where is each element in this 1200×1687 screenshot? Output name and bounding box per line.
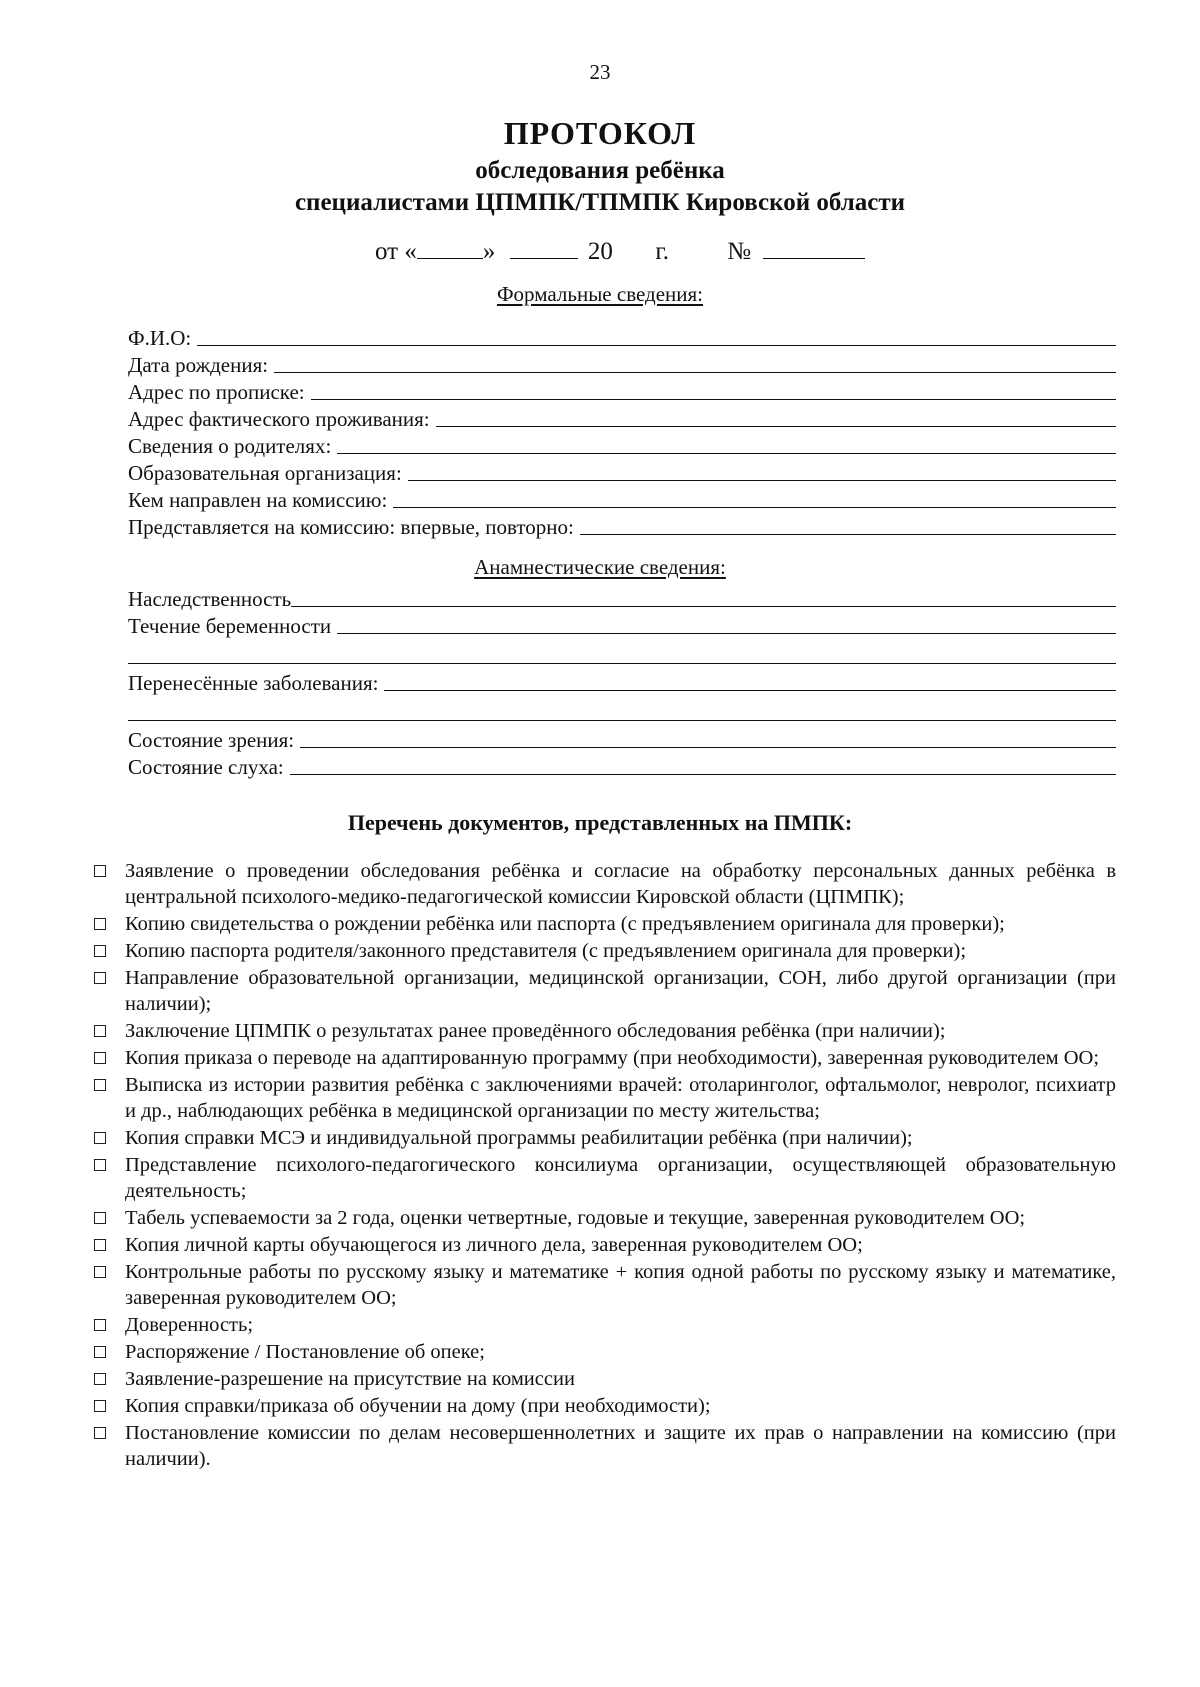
list-item: Распоряжение / Постановление об опеке;	[92, 1339, 1116, 1365]
page-number: 23	[589, 60, 611, 84]
checkbox-icon[interactable]	[94, 972, 106, 984]
pregnancy-input-line[interactable]	[337, 613, 1116, 634]
birth-date-input-line[interactable]	[274, 352, 1116, 373]
document-subtitle-line2: специалистами ЦПМПК/ТПМПК Кировской области	[294, 189, 906, 216]
list-item: Копию паспорта родителя/законного представителя (с предъявлением оригинала для проверки);	[92, 938, 1116, 964]
field-label: Состояние зрения:	[128, 728, 295, 752]
referred-by-input-line[interactable]	[393, 487, 1116, 508]
document-subtitle-line1: обследования ребёнка	[475, 157, 725, 184]
list-item: Копия справки/приказа об обучении на дому (при необходимости);	[92, 1393, 1116, 1419]
pregnancy-field	[128, 610, 1116, 638]
date-year-suffix: г.	[655, 238, 670, 265]
registration-address-input-line[interactable]	[311, 379, 1116, 400]
diseases-extra-line[interactable]	[128, 720, 1116, 721]
school-field	[128, 457, 1116, 485]
hearing-input-line[interactable]	[290, 754, 1116, 775]
heredity-field	[128, 583, 1116, 611]
field-label: Наследственность	[128, 587, 292, 611]
field-label: Представляется на комиссию: впервые, повторно:	[128, 515, 574, 539]
year-blank[interactable]	[619, 237, 649, 259]
list-item: Направление образовательной организации, медицинской организации, СОН, либо другой организации (при наличии);	[92, 965, 1116, 1017]
field-label: Образовательная организация:	[128, 461, 402, 485]
anamnesis-section-heading: Анамнестические сведения:	[474, 555, 726, 579]
checkbox-icon[interactable]	[94, 1132, 106, 1144]
heredity-input-line[interactable]	[291, 586, 1116, 607]
list-item: Контрольные работы по русскому языку и математике + копия одной работы по русскому языку и математике, заверенная руководителем ОО;	[92, 1259, 1116, 1311]
formal-section-heading: Формальные сведения:	[496, 282, 704, 306]
field-label: Адрес по прописке:	[128, 380, 305, 404]
diseases-input-line[interactable]	[384, 670, 1116, 691]
field-label: Дата рождения:	[128, 353, 269, 377]
field-label: Течение беременности	[128, 614, 332, 638]
documents-heading: Перечень документов, представленных на ПМПК:	[347, 810, 853, 835]
field-label: Ф.И.О:	[128, 326, 192, 350]
checkbox-icon[interactable]	[94, 1373, 106, 1385]
list-item: Копию свидетельства о рождении ребёнка или паспорта (с предъявлением оригинала для проверки);	[92, 911, 1116, 937]
hearing-field	[128, 751, 1116, 779]
list-item: Копия личной карты обучающегося из личного дела, заверенная руководителем ОО;	[92, 1232, 1116, 1258]
referred-by-field	[128, 484, 1116, 512]
checkbox-icon[interactable]	[94, 1266, 106, 1278]
list-item: Выписка из истории развития ребёнка с заключениями врачей: отоларинголог, офтальмолог, невролог, психиатр и др., наблюдающих ребёнка в медицинской организации по месту жительства;	[92, 1072, 1116, 1124]
list-item: Заключение ЦПМПК о результатах ранее проведённого обследования ребёнка (при наличии);	[92, 1018, 1116, 1044]
diseases-field	[128, 667, 1116, 695]
checkbox-icon[interactable]	[94, 1239, 106, 1251]
list-item: Представление психолого-педагогического консилиума организации, осуществляющей образовательную деятельность;	[92, 1152, 1116, 1204]
parents-field	[128, 430, 1116, 458]
checkbox-icon[interactable]	[94, 1079, 106, 1091]
fio-field	[128, 322, 1116, 350]
document-title: ПРОТОКОЛ	[503, 115, 697, 151]
list-item: Заявление-разрешение на присутствие на комиссии	[92, 1366, 1116, 1392]
birth-date-field	[128, 349, 1116, 377]
checkbox-icon[interactable]	[94, 1025, 106, 1037]
date-century: 20	[587, 238, 613, 265]
checkbox-icon[interactable]	[94, 1427, 106, 1439]
actual-address-field	[128, 403, 1116, 431]
checkbox-icon[interactable]	[94, 1159, 106, 1171]
checkbox-icon[interactable]	[94, 865, 106, 877]
registration-address-field	[128, 376, 1116, 404]
vision-input-line[interactable]	[300, 727, 1116, 748]
checkbox-icon[interactable]	[94, 945, 106, 957]
list-item: Постановление комиссии по делам несовершеннолетних и защите их прав о направлении на комиссию (при наличии).	[92, 1420, 1116, 1472]
visit-type-field	[128, 511, 1116, 539]
checkbox-icon[interactable]	[94, 918, 106, 930]
field-label: Сведения о родителях:	[128, 434, 332, 458]
checkbox-icon[interactable]	[94, 1212, 106, 1224]
list-item: Табель успеваемости за 2 года, оценки четвертные, годовые и текущие, заверенная руководителем ОО;	[92, 1205, 1116, 1231]
field-label: Перенесённые заболевания:	[128, 671, 379, 695]
checkbox-icon[interactable]	[94, 1400, 106, 1412]
list-item: Заявление о проведении обследования ребёнка и согласие на обработку персональных данных ребёнка в центральной психолого-медико-педагогической комиссии Кировской области (ЦПМПК);	[92, 858, 1116, 910]
parents-input-line[interactable]	[337, 433, 1116, 454]
checkbox-icon[interactable]	[94, 1052, 106, 1064]
field-label: Состояние слуха:	[128, 755, 284, 779]
number-sign: №	[727, 238, 752, 265]
pregnancy-extra-line[interactable]	[128, 663, 1116, 664]
list-item: Доверенность;	[92, 1312, 1116, 1338]
date-from-label: от «	[375, 238, 417, 265]
number-blank[interactable]	[763, 236, 865, 259]
list-item: Копия справки МСЭ и индивидуальной программы реабилитации ребёнка (при наличии);	[92, 1125, 1116, 1151]
day-blank[interactable]	[417, 236, 483, 259]
vision-field	[128, 724, 1116, 752]
field-label: Адрес фактического проживания:	[128, 407, 430, 431]
checkbox-icon[interactable]	[94, 1346, 106, 1358]
documents-checklist	[92, 858, 1116, 1473]
school-input-line[interactable]	[408, 460, 1116, 481]
visit-type-input-line[interactable]	[580, 514, 1116, 535]
actual-address-input-line[interactable]	[436, 406, 1116, 427]
month-blank[interactable]	[510, 236, 578, 259]
field-label: Кем направлен на комиссию:	[128, 488, 388, 512]
list-item: Копия приказа о переводе на адаптированную программу (при необходимости), заверенная руководителем ОО;	[92, 1045, 1116, 1071]
checkbox-icon[interactable]	[94, 1319, 106, 1331]
date-line	[375, 236, 895, 266]
date-close-quote: »	[482, 238, 496, 265]
fio-input-line[interactable]	[197, 325, 1116, 346]
